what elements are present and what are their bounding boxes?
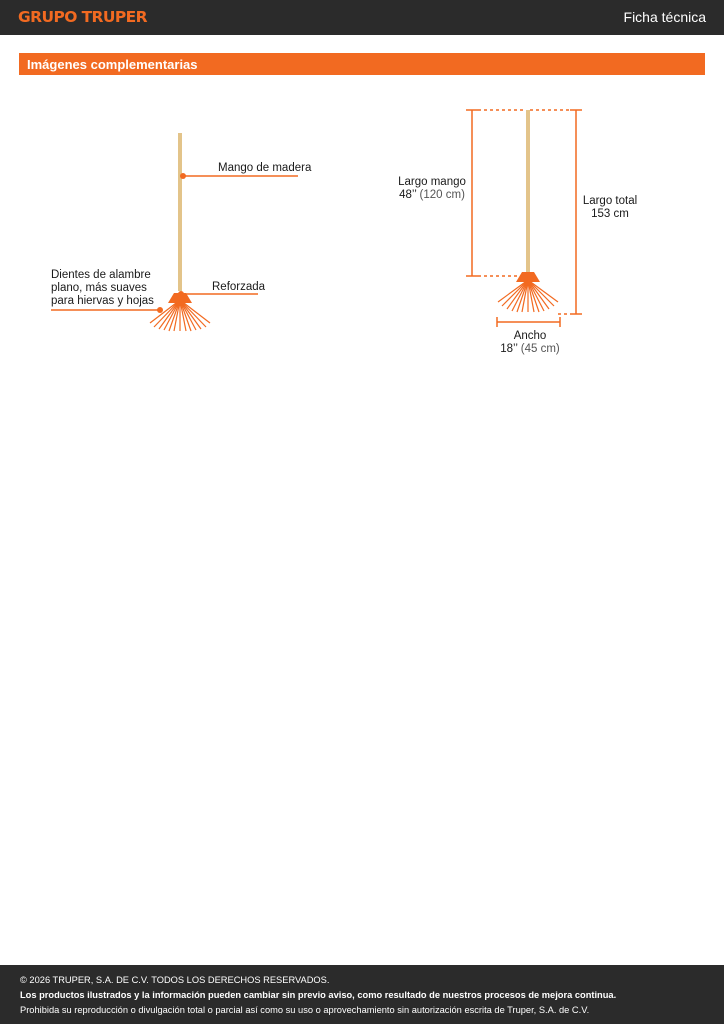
rake-features-illustration bbox=[40, 125, 320, 350]
footer-notice: Los productos ilustrados y la información pueden cambiar sin previo aviso, como resultado de nuestros procesos de mejora continua. bbox=[20, 990, 617, 1000]
teeth-callout: Dientes de alambre plano, más suaves para hiervas y hojas bbox=[51, 269, 154, 307]
footer-prohibition: Prohibida su reproducción o divulgación total o parcial así como su uso o aprovechamiento sin autorización escrita de Truper, S.A. de C.V. bbox=[20, 1005, 590, 1015]
section-title: Imágenes complementarias bbox=[27, 57, 198, 72]
reinforced-callout: Reforzada bbox=[212, 281, 266, 293]
rake-features-figure bbox=[40, 125, 320, 350]
rake-handle bbox=[526, 110, 530, 273]
handle-length-label: Largo mango 48’’ (120 cm) bbox=[398, 176, 466, 201]
dimension-lines bbox=[466, 110, 582, 327]
document-type: Ficha técnica bbox=[623, 9, 706, 25]
section-header bbox=[19, 53, 705, 75]
page-footer bbox=[0, 965, 724, 1024]
brand-logo: GRUPO TRUPER bbox=[18, 8, 147, 26]
total-length-label: Largo total 153 cm bbox=[582, 195, 638, 220]
footer-copyright: © 2026 TRUPER, S.A. DE C.V. TODOS LOS DERECHOS RESERVADOS. bbox=[20, 975, 330, 985]
rake-head bbox=[498, 272, 558, 312]
rake-dimensions-figure bbox=[390, 100, 660, 370]
top-header bbox=[0, 0, 724, 35]
rake-handle bbox=[178, 133, 182, 291]
handle-callout: Mango de madera bbox=[218, 162, 312, 174]
width-label: Ancho 18’’ (45 cm) bbox=[500, 330, 560, 355]
